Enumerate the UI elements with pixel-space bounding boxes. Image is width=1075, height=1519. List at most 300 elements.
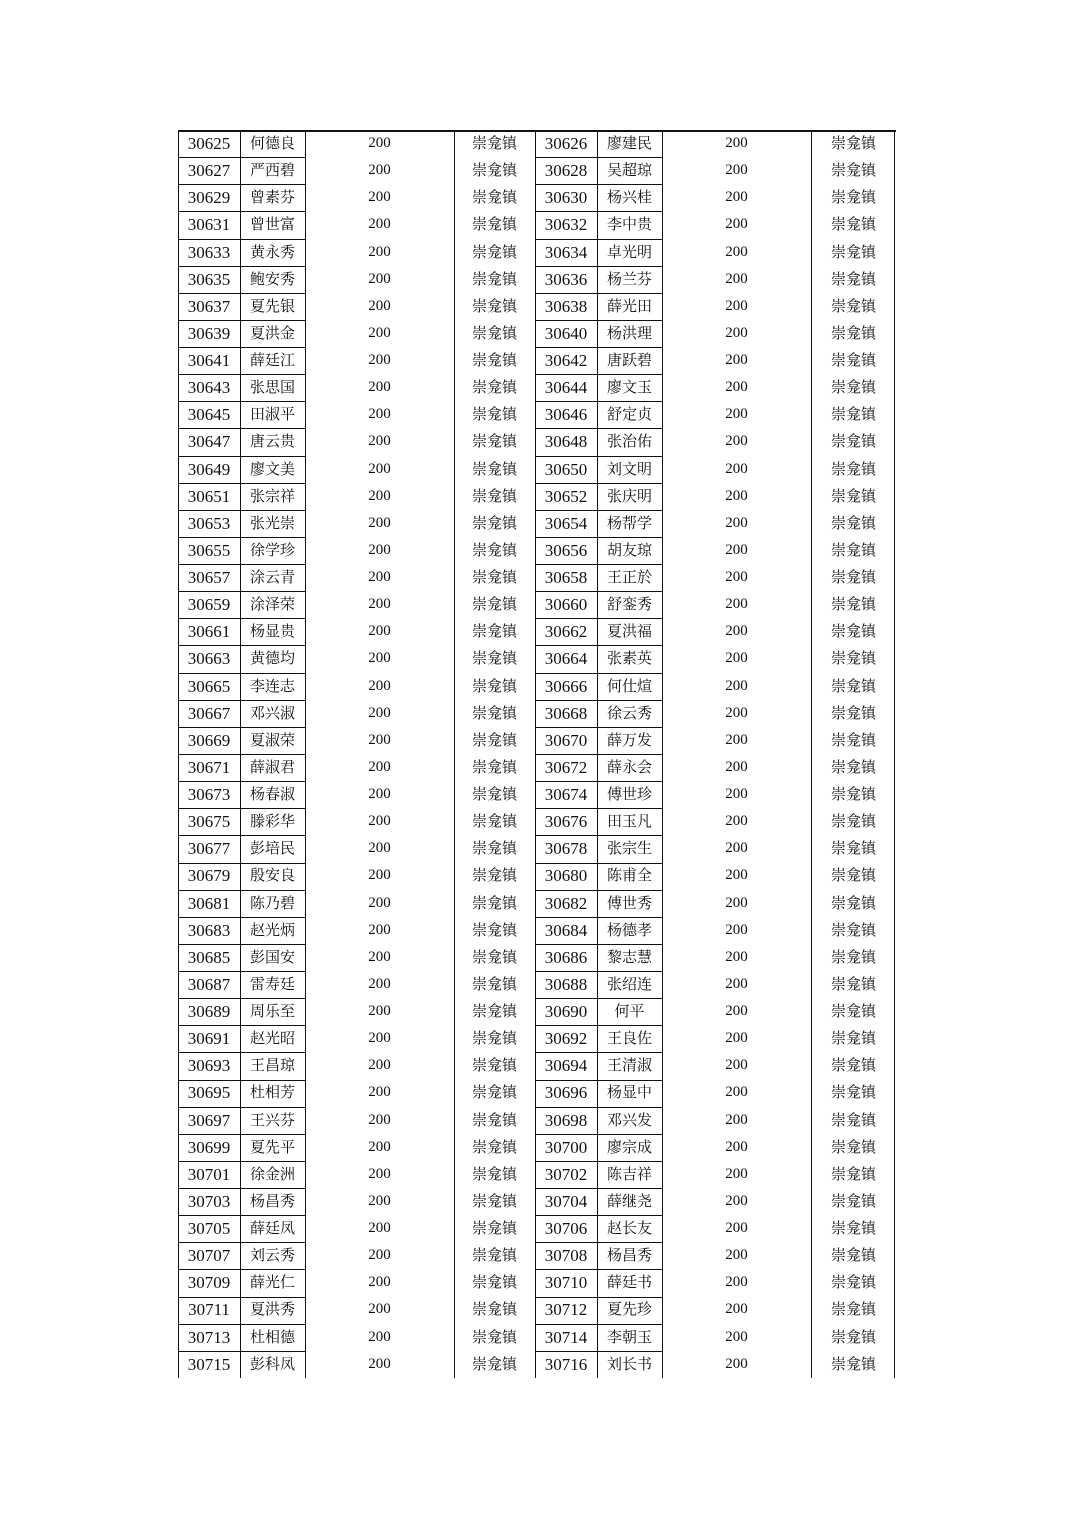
name-cell: 何平 <box>614 1002 645 1021</box>
record-id-cell: 30628 <box>544 161 588 181</box>
table-row <box>178 564 896 591</box>
row-separator <box>178 239 305 240</box>
table-row <box>178 808 896 835</box>
table-row <box>178 700 896 727</box>
row-separator <box>178 971 305 972</box>
amount-cell: 200 <box>368 1057 391 1074</box>
row-separator <box>535 944 662 945</box>
record-id-cell: 30670 <box>544 730 588 750</box>
row-separator <box>178 863 305 864</box>
table-row <box>178 1052 896 1079</box>
town-cell: 崇龛镇 <box>471 812 517 831</box>
town-cell: 崇龛镇 <box>471 1219 517 1238</box>
town-cell: 崇龛镇 <box>471 920 517 939</box>
name-cell: 傅世秀 <box>606 893 652 912</box>
name-cell: 刘文明 <box>606 459 652 478</box>
amount-cell: 200 <box>725 460 748 477</box>
name-cell: 涂泽荣 <box>249 595 295 614</box>
record-id-cell: 30661 <box>187 622 231 642</box>
name-cell: 杜相德 <box>249 1327 295 1346</box>
amount-cell: 200 <box>725 1355 748 1372</box>
name-cell: 张素英 <box>606 649 652 668</box>
row-separator <box>178 835 305 836</box>
town-cell: 崇龛镇 <box>830 839 876 858</box>
row-separator <box>535 890 662 891</box>
town-cell: 崇龛镇 <box>830 215 876 234</box>
table-row <box>178 727 896 754</box>
name-cell: 王昌琼 <box>249 1056 295 1075</box>
amount-cell: 200 <box>368 1328 391 1345</box>
name-cell: 夏洪秀 <box>249 1300 295 1319</box>
row-separator <box>535 1052 662 1053</box>
name-cell: 舒定贞 <box>606 405 652 424</box>
amount-cell: 200 <box>725 1247 748 1264</box>
town-cell: 崇龛镇 <box>830 296 876 315</box>
name-cell: 王正於 <box>606 568 652 587</box>
amount-cell: 200 <box>725 352 748 369</box>
town-cell: 崇龛镇 <box>471 622 517 641</box>
amount-cell: 200 <box>368 162 391 179</box>
record-id-cell: 30656 <box>544 540 588 560</box>
record-id-cell: 30644 <box>544 378 588 398</box>
row-separator <box>535 917 662 918</box>
row-separator <box>178 1025 305 1026</box>
town-cell: 崇龛镇 <box>830 920 876 939</box>
amount-cell: 200 <box>725 948 748 965</box>
row-separator <box>535 564 662 565</box>
name-cell: 彭国安 <box>249 947 295 966</box>
amount-cell: 200 <box>725 162 748 179</box>
row-separator <box>178 1215 305 1216</box>
name-cell: 薛永会 <box>606 757 652 776</box>
name-cell: 陈吉祥 <box>606 1164 652 1183</box>
town-cell: 崇龛镇 <box>471 351 517 370</box>
name-cell: 廖文美 <box>249 459 295 478</box>
amount-cell: 200 <box>368 894 391 911</box>
name-cell: 彭培民 <box>249 839 295 858</box>
record-id-cell: 30681 <box>187 893 231 913</box>
row-separator <box>178 1188 305 1189</box>
amount-cell: 200 <box>368 975 391 992</box>
record-id-cell: 30704 <box>544 1191 588 1211</box>
table-row <box>178 754 896 781</box>
table-row <box>178 673 896 700</box>
table-row <box>178 781 896 808</box>
town-cell: 崇龛镇 <box>471 1191 517 1210</box>
town-cell: 崇龛镇 <box>830 1164 876 1183</box>
record-id-cell: 30662 <box>544 622 588 642</box>
record-id-cell: 30696 <box>544 1083 588 1103</box>
town-cell: 崇龛镇 <box>830 1002 876 1021</box>
table-row <box>178 1269 896 1296</box>
name-cell: 薛万发 <box>606 730 652 749</box>
row-separator <box>535 1297 662 1298</box>
record-id-cell: 30649 <box>187 459 231 479</box>
table-row <box>178 1215 896 1242</box>
row-separator <box>535 808 662 809</box>
record-id-cell: 30657 <box>187 568 231 588</box>
town-cell: 崇龛镇 <box>830 1354 876 1373</box>
record-id-cell: 30626 <box>544 134 588 154</box>
row-separator <box>178 266 305 267</box>
row-separator <box>178 808 305 809</box>
record-id-cell: 30666 <box>544 676 588 696</box>
row-separator <box>178 700 305 701</box>
town-cell: 崇龛镇 <box>471 486 517 505</box>
record-id-cell: 30679 <box>187 866 231 886</box>
name-cell: 张庆明 <box>606 486 652 505</box>
table-row <box>178 401 896 428</box>
name-cell: 陈甫全 <box>606 866 652 885</box>
row-separator <box>535 537 662 538</box>
amount-cell: 200 <box>368 758 391 775</box>
name-cell: 张治佑 <box>606 432 652 451</box>
row-separator <box>178 1161 305 1162</box>
amount-cell: 200 <box>725 596 748 613</box>
record-id-cell: 30646 <box>544 405 588 425</box>
table-row <box>178 1161 896 1188</box>
record-id-cell: 30643 <box>187 378 231 398</box>
table-row <box>178 971 896 998</box>
table-row <box>178 428 896 455</box>
row-separator <box>178 1134 305 1135</box>
name-cell: 张绍连 <box>606 974 652 993</box>
row-separator <box>535 239 662 240</box>
town-cell: 崇龛镇 <box>471 134 517 153</box>
town-cell: 崇龛镇 <box>830 1246 876 1265</box>
town-cell: 崇龛镇 <box>830 1300 876 1319</box>
name-cell: 赵光昭 <box>249 1029 295 1048</box>
record-id-cell: 30684 <box>544 920 588 940</box>
town-cell: 崇龛镇 <box>471 269 517 288</box>
record-id-cell: 30652 <box>544 486 588 506</box>
record-id-cell: 30633 <box>187 242 231 262</box>
amount-cell: 200 <box>368 514 391 531</box>
amount-cell: 200 <box>368 921 391 938</box>
row-separator <box>535 211 662 212</box>
town-cell: 崇龛镇 <box>830 1110 876 1129</box>
town-cell: 崇龛镇 <box>471 1083 517 1102</box>
name-cell: 王清淑 <box>606 1056 652 1075</box>
table-row <box>178 266 896 293</box>
town-cell: 崇龛镇 <box>830 812 876 831</box>
amount-cell: 200 <box>725 731 748 748</box>
table-vline <box>305 130 306 1378</box>
town-cell: 崇龛镇 <box>830 1273 876 1292</box>
table-row <box>178 293 896 320</box>
amount-cell: 200 <box>368 867 391 884</box>
row-separator <box>535 1269 662 1270</box>
row-separator <box>535 347 662 348</box>
table-row <box>178 1079 896 1106</box>
row-separator <box>178 890 305 891</box>
row-separator <box>178 1080 305 1081</box>
row-separator <box>535 727 662 728</box>
record-id-cell: 30632 <box>544 215 588 235</box>
table-row <box>178 645 896 672</box>
town-cell: 崇龛镇 <box>471 730 517 749</box>
row-separator <box>535 673 662 674</box>
name-cell: 廖建民 <box>606 134 652 153</box>
record-id-cell: 30685 <box>187 947 231 967</box>
town-cell: 崇龛镇 <box>471 1164 517 1183</box>
row-separator <box>535 157 662 158</box>
record-id-cell: 30654 <box>544 513 588 533</box>
name-cell: 徐学珍 <box>249 540 295 559</box>
name-cell: 夏先银 <box>249 296 295 315</box>
amount-cell: 200 <box>725 189 748 206</box>
record-id-cell: 30625 <box>187 134 231 154</box>
row-separator <box>178 537 305 538</box>
amount-cell: 200 <box>368 813 391 830</box>
town-cell: 崇龛镇 <box>471 513 517 532</box>
row-separator <box>178 374 305 375</box>
record-id-cell: 30701 <box>187 1164 231 1184</box>
record-id-cell: 30700 <box>544 1137 588 1157</box>
row-separator <box>535 1134 662 1135</box>
town-cell: 崇龛镇 <box>471 1029 517 1048</box>
town-cell: 崇龛镇 <box>471 1354 517 1373</box>
amount-cell: 200 <box>725 1301 748 1318</box>
town-cell: 崇龛镇 <box>830 649 876 668</box>
town-cell: 崇龛镇 <box>830 405 876 424</box>
name-cell: 徐金洲 <box>249 1164 295 1183</box>
amount-cell: 200 <box>368 324 391 341</box>
record-id-cell: 30690 <box>544 1002 588 1022</box>
record-id-cell: 30653 <box>187 513 231 533</box>
town-cell: 崇龛镇 <box>471 1137 517 1156</box>
row-separator <box>178 401 305 402</box>
record-id-cell: 30647 <box>187 432 231 452</box>
town-cell: 崇龛镇 <box>830 161 876 180</box>
table-vline <box>662 130 663 1378</box>
amount-cell: 200 <box>368 270 391 287</box>
row-separator <box>535 456 662 457</box>
row-separator <box>178 754 305 755</box>
town-cell: 崇龛镇 <box>830 486 876 505</box>
name-cell: 刘云秀 <box>249 1246 295 1265</box>
amount-cell: 200 <box>368 487 391 504</box>
amount-cell: 200 <box>368 948 391 965</box>
town-cell: 崇龛镇 <box>830 568 876 587</box>
name-cell: 夏先平 <box>249 1137 295 1156</box>
town-cell: 崇龛镇 <box>471 378 517 397</box>
record-id-cell: 30671 <box>187 757 231 777</box>
row-separator <box>178 998 305 999</box>
town-cell: 崇龛镇 <box>471 215 517 234</box>
row-separator <box>535 1188 662 1189</box>
town-cell: 崇龛镇 <box>830 1083 876 1102</box>
row-separator <box>178 917 305 918</box>
record-id-cell: 30627 <box>187 161 231 181</box>
record-id-cell: 30697 <box>187 1110 231 1130</box>
amount-cell: 200 <box>368 1165 391 1182</box>
record-id-cell: 30687 <box>187 974 231 994</box>
row-separator <box>535 781 662 782</box>
row-separator <box>535 618 662 619</box>
row-separator <box>535 645 662 646</box>
town-cell: 崇龛镇 <box>471 1327 517 1346</box>
table-row <box>178 483 896 510</box>
town-cell: 崇龛镇 <box>471 703 517 722</box>
amount-cell: 200 <box>725 921 748 938</box>
record-id-cell: 30682 <box>544 893 588 913</box>
name-cell: 徐云秀 <box>606 703 652 722</box>
town-cell: 崇龛镇 <box>830 622 876 641</box>
record-id-cell: 30635 <box>187 269 231 289</box>
amount-cell: 200 <box>368 704 391 721</box>
name-cell: 杨昌秀 <box>606 1246 652 1265</box>
record-id-cell: 30650 <box>544 459 588 479</box>
table-row <box>178 347 896 374</box>
record-id-cell: 30714 <box>544 1327 588 1347</box>
amount-cell: 200 <box>368 1355 391 1372</box>
town-cell: 崇龛镇 <box>830 757 876 776</box>
record-id-cell: 30699 <box>187 1137 231 1157</box>
record-id-cell: 30698 <box>544 1110 588 1130</box>
amount-cell: 200 <box>725 541 748 558</box>
row-separator <box>178 591 305 592</box>
amount-cell: 200 <box>368 135 391 152</box>
town-cell: 崇龛镇 <box>830 269 876 288</box>
table-row <box>178 1188 896 1215</box>
amount-cell: 200 <box>725 1030 748 1047</box>
row-separator <box>178 645 305 646</box>
record-id-cell: 30663 <box>187 649 231 669</box>
name-cell: 雷寿廷 <box>249 974 295 993</box>
town-cell: 崇龛镇 <box>471 866 517 885</box>
record-id-cell: 30668 <box>544 703 588 723</box>
amount-cell: 200 <box>368 623 391 640</box>
name-cell: 何仕煊 <box>606 676 652 695</box>
row-separator <box>535 374 662 375</box>
name-cell: 廖文玉 <box>606 378 652 397</box>
name-cell: 何德良 <box>249 134 295 153</box>
row-separator <box>535 293 662 294</box>
table-row <box>178 890 896 917</box>
row-separator <box>178 320 305 321</box>
record-id-cell: 30686 <box>544 947 588 967</box>
table-row <box>178 1296 896 1323</box>
amount-cell: 200 <box>725 243 748 260</box>
town-cell: 崇龛镇 <box>830 1219 876 1238</box>
name-cell: 周乐至 <box>249 1002 295 1021</box>
table-row <box>178 320 896 347</box>
amount-cell: 200 <box>725 758 748 775</box>
name-cell: 田淑平 <box>249 405 295 424</box>
town-cell: 崇龛镇 <box>830 703 876 722</box>
table-row <box>178 835 896 862</box>
row-separator <box>535 483 662 484</box>
town-cell: 崇龛镇 <box>471 323 517 342</box>
amount-cell: 200 <box>368 1003 391 1020</box>
table-row <box>178 1107 896 1134</box>
table-vline <box>454 130 455 1378</box>
town-cell: 崇龛镇 <box>471 1300 517 1319</box>
record-id-cell: 30713 <box>187 1327 231 1347</box>
row-separator <box>535 1025 662 1026</box>
amount-cell: 200 <box>368 596 391 613</box>
table-vline <box>811 130 812 1378</box>
amount-cell: 200 <box>725 894 748 911</box>
town-cell: 崇龛镇 <box>830 188 876 207</box>
name-cell: 薛光仁 <box>249 1273 295 1292</box>
record-id-cell: 30648 <box>544 432 588 452</box>
row-separator <box>178 483 305 484</box>
town-cell: 崇龛镇 <box>471 459 517 478</box>
town-cell: 崇龛镇 <box>830 378 876 397</box>
name-cell: 张宗祥 <box>249 486 295 505</box>
table-row <box>178 591 896 618</box>
name-cell: 涂云青 <box>249 568 295 587</box>
document-table-sheet <box>178 130 896 1378</box>
town-cell: 崇龛镇 <box>471 947 517 966</box>
record-id-cell: 30639 <box>187 323 231 343</box>
name-cell: 李朝玉 <box>606 1327 652 1346</box>
record-id-cell: 30660 <box>544 595 588 615</box>
amount-cell: 200 <box>368 1030 391 1047</box>
town-cell: 崇龛镇 <box>830 676 876 695</box>
name-cell: 赵光炳 <box>249 920 295 939</box>
name-cell: 赵长友 <box>606 1219 652 1238</box>
name-cell: 邓兴淑 <box>249 703 295 722</box>
table-row <box>178 917 896 944</box>
row-separator <box>535 184 662 185</box>
table-row <box>178 1134 896 1161</box>
amount-cell: 200 <box>725 1274 748 1291</box>
row-separator <box>535 863 662 864</box>
amount-cell: 200 <box>725 1220 748 1237</box>
town-cell: 崇龛镇 <box>471 839 517 858</box>
town-cell: 崇龛镇 <box>830 730 876 749</box>
table-row <box>178 184 896 211</box>
town-cell: 崇龛镇 <box>830 459 876 478</box>
name-cell: 薛廷凤 <box>249 1219 295 1238</box>
town-cell: 崇龛镇 <box>471 568 517 587</box>
town-cell: 崇龛镇 <box>471 540 517 559</box>
name-cell: 杨兴桂 <box>606 188 652 207</box>
record-id-cell: 30707 <box>187 1246 231 1266</box>
record-id-cell: 30677 <box>187 839 231 859</box>
name-cell: 杨兰芬 <box>606 269 652 288</box>
amount-cell: 200 <box>725 1057 748 1074</box>
name-cell: 陈乃碧 <box>249 893 295 912</box>
town-cell: 崇龛镇 <box>471 296 517 315</box>
name-cell: 傅世珍 <box>606 785 652 804</box>
amount-cell: 200 <box>725 1328 748 1345</box>
name-cell: 舒銮秀 <box>606 595 652 614</box>
name-cell: 鲍安秀 <box>249 269 295 288</box>
record-id-cell: 30678 <box>544 839 588 859</box>
town-cell: 崇龛镇 <box>830 947 876 966</box>
row-separator <box>535 998 662 999</box>
name-cell: 刘长书 <box>606 1354 652 1373</box>
amount-cell: 200 <box>368 216 391 233</box>
record-id-cell: 30641 <box>187 351 231 371</box>
record-id-cell: 30665 <box>187 676 231 696</box>
name-cell: 廖宗成 <box>606 1137 652 1156</box>
name-cell: 杨昌秀 <box>249 1191 295 1210</box>
row-separator <box>535 1324 662 1325</box>
record-id-cell: 30702 <box>544 1164 588 1184</box>
row-separator <box>178 618 305 619</box>
record-id-cell: 30693 <box>187 1056 231 1076</box>
record-id-cell: 30669 <box>187 730 231 750</box>
amount-cell: 200 <box>725 704 748 721</box>
row-separator <box>535 401 662 402</box>
record-id-cell: 30675 <box>187 812 231 832</box>
name-cell: 张光崇 <box>249 513 295 532</box>
